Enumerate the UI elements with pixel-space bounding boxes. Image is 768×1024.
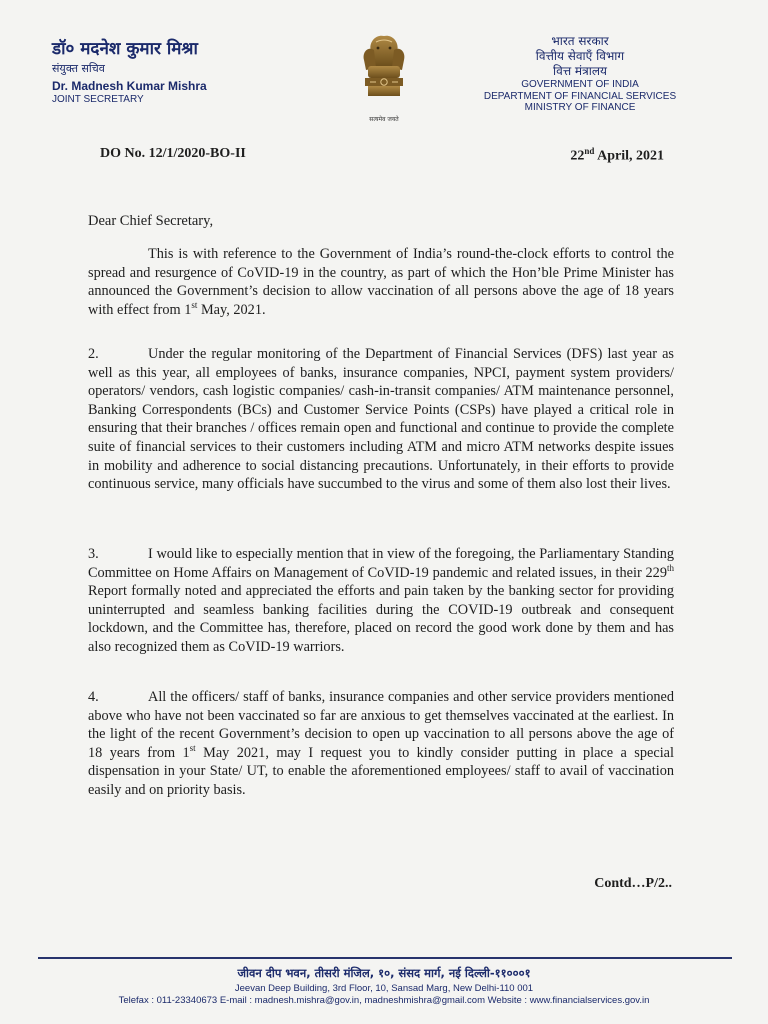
letter-date (570, 146, 664, 165)
ministry-hindi: वित्त मंत्रालय (553, 64, 607, 78)
footer-contact: Telefax : 011-23340673 E-mail : madnesh.mishra@gov.in, madneshmishra@gmail.com Website : www.financialservices.gov.in (118, 995, 650, 1006)
footer-divider (38, 957, 732, 959)
sender-name-hindi: डॉ० मदनेश कुमार मिश्रा (52, 39, 198, 59)
department-block (470, 34, 690, 114)
department-hindi: वित्तीय सेवाएँ विभाग (535, 49, 625, 63)
paragraph-number: 2. (88, 346, 99, 362)
paragraph-1: This is with reference to the Government of India’s round-the-clock efforts to control the spread and resurgence of CoVID-19 in the country, as part of which the Hon’ble Prime Minister has announced the Government’s decision to allow vaccination of all persons above the age of 18 years with effect from 1st May, 2021. (88, 246, 674, 318)
reference-line (100, 146, 664, 165)
date-day: 22 (570, 148, 585, 164)
date-suffix: nd (584, 146, 595, 156)
national-emblem-icon (356, 30, 412, 110)
paragraph-2: 2. Under the regular monitoring of the Department of Financial Services (DFS) last year as well as this year, all employees of banks, insurance companies, NPCI, payment system providers/ operators/ vendors, cash logistic companies/ cash-in-transit companies/ ATM maintenance personnel, Banking Correspondents (BCs) and Customer Service Points (CSPs) have played a critical role in ensuring that their branches / offices remain open and functional and continue to provide the complete suite of financial services to their customers including ATM and micro ATM networks despite issues in mobility and adherence to social distancing precautions. Unfortunately, in their efforts to provide continuous service, many officials have succumbed to the virus and some of them also lost their lives. (88, 346, 674, 493)
emblem-block (356, 30, 412, 123)
emblem-motto: सत्यमेव जयते (369, 116, 399, 123)
footer-address-hindi: जीवन दीप भवन, तीसरी मंजिल, १०, संसद मार्ग, नई दिल्ली-११०००१ (237, 966, 531, 980)
date-rest: April, 2021 (594, 148, 664, 164)
paragraph-number: 3. (88, 546, 99, 562)
department-english: DEPARTMENT OF FINANCIAL SERVICES (483, 90, 677, 102)
govt-english: GOVERNMENT OF INDIA (521, 79, 639, 90)
continued-note: Contd…P/2.. (594, 876, 672, 891)
do-number: DO No. 12/1/2020-BO-II (100, 146, 246, 161)
ministry-english: MINISTRY OF FINANCE (524, 102, 636, 113)
paragraph-number: 4. (88, 689, 99, 705)
salutation: Dear Chief Secretary, (88, 213, 214, 229)
sender-name: Dr. Madnesh Kumar Mishra (52, 79, 207, 93)
paragraph-3: 3. I would like to especially mention that in view of the foregoing, the Parliamentary Standing Committee on Home Affairs on Management of CoVID-19 pandemic and related issues, in their 229th Report formally noted and appreciated the efforts and pain taken by the banking sector for providing uninterrupted and seamless banking facilities during the COVID-19 outbreak and consequent lockdown, and the Committee has, therefore, placed on record the good work done by them and has also recognized them as CoVID-19 warriors. (88, 546, 674, 655)
govt-hindi: भारत सरकार (551, 34, 609, 48)
sender-designation: JOINT SECRETARY (52, 94, 144, 105)
footer-address: Jeevan Deep Building, 3rd Floor, 10, Sansad Marg, New Delhi-110 001 (234, 983, 534, 994)
sender-designation-hindi: संयुक्त सचिव (52, 62, 105, 75)
sender-block (52, 36, 207, 105)
paragraph-4: 4. All the officers/ staff of banks, insurance companies and other service providers mentioned above who have not been vaccinated so far are anxious to get themselves vaccinated at the earliest. In the light of the recent Government’s decision to open up vaccination to all persons above the age of 18 years from 1st May 2021, may I request you to kindly consider putting in place a special dispensation in your State/ UT, to enable the aforementioned employees/ staff to avail of vaccination easily and on priority basis. (88, 689, 674, 798)
footer (0, 966, 768, 1006)
